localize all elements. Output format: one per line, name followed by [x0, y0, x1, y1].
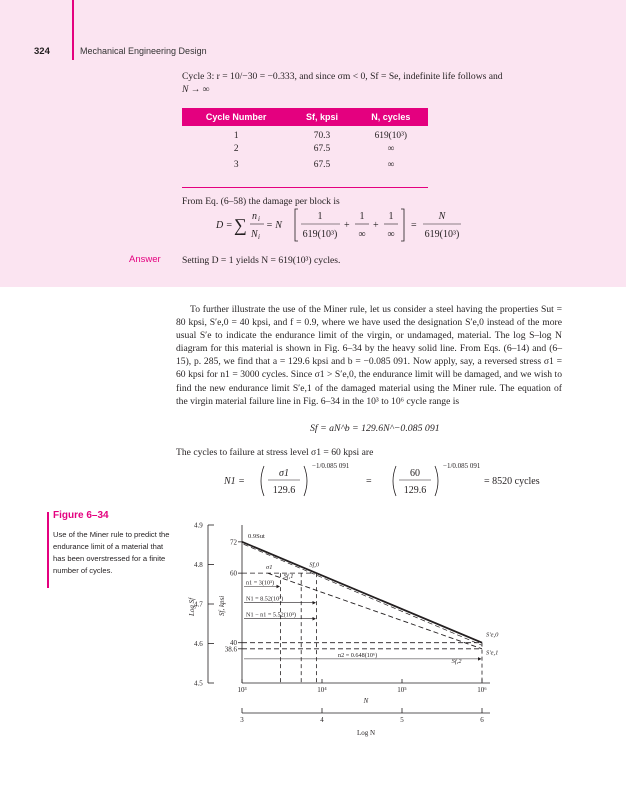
answer-text: Setting D = 1 yields N = 619(10³) cycles.: [182, 255, 341, 266]
n1-f2-num: 60: [410, 468, 420, 479]
n1-eq: =: [366, 476, 372, 487]
log-n-tick-label: 6: [480, 716, 484, 724]
n1-f2-den: 129.6: [403, 485, 427, 496]
sf0-label: Sf,0: [309, 561, 320, 569]
table-cell: ∞: [387, 144, 395, 155]
table-cell: 67.5: [313, 159, 331, 170]
page-number: 324: [34, 46, 50, 57]
table-row: [182, 126, 428, 142]
eq-sigma: ∑: [234, 215, 247, 235]
eq-frac2-num: 1: [359, 211, 365, 222]
eq-lhs: D =: [216, 220, 233, 231]
log-n-axis-label: Log N: [356, 729, 376, 737]
eq-Ni-sub: i: [258, 233, 260, 241]
table-row: [182, 142, 428, 158]
N1n1-label: N1 − n1 = 5.52(10³): [246, 611, 296, 619]
sn-diagram: [190, 515, 520, 755]
sf-tick-label: 40: [230, 639, 237, 648]
n-tick-label: 10⁵: [397, 686, 407, 694]
damage-equation: [216, 204, 516, 244]
table-cell: 1: [233, 131, 239, 142]
sut-label: 0.9Sut: [248, 532, 265, 540]
eq-ni-sub: i: [258, 215, 260, 223]
n1-lhs: N1 =: [224, 476, 245, 487]
log-sf-tick-label: 4.6: [194, 640, 203, 648]
eq-ni: n: [252, 211, 257, 222]
sf2-label: Sf,2: [451, 657, 462, 665]
eq-frac4-num: N: [438, 211, 446, 222]
running-head: Mechanical Engineering Design: [80, 46, 207, 56]
n1-f1-num: σ1: [279, 468, 289, 479]
margin-rule: [72, 0, 74, 60]
se1-label: S′e,1: [486, 649, 499, 657]
eq-frac2-den: ∞: [358, 229, 366, 240]
table-header: Cycle Number: [182, 108, 290, 126]
log-n-tick-label: 3: [240, 716, 244, 724]
table-header-row: [182, 108, 428, 126]
N1-label: N1 = 8.52(10³): [246, 595, 284, 603]
sigma1-label: σ1: [266, 564, 273, 572]
cycle3-line2: N → ∞: [182, 84, 210, 96]
eq-plus1: +: [344, 220, 350, 231]
sf-tick-label: 72: [230, 538, 237, 547]
eq-frac1-den: 619(10³): [302, 229, 338, 240]
eq-Ni: N: [251, 229, 258, 240]
figure-rule: [47, 512, 49, 588]
table-header: N, cycles: [354, 108, 428, 126]
sf-tick-label: 38.6: [224, 645, 237, 654]
n-tick-label: 10³: [237, 686, 247, 694]
se0-label: S′e,0: [486, 631, 499, 639]
table-row: [182, 157, 428, 173]
body-paragraph: To further illustrate the use of the Miner rule, let us consider a steel having the properties Sut = 80 kpsi, S′e,0 = 40 kpsi, and f = 0.9, where we have used the designation S′e,0 instead of the more usual S′e to indicate the endurance limit of the virgin, or undamaged, material. The log S–log N diagram for this material is shown in Fig. 6–34 by the heavy solid line. From Eqs. (6–14) and (6–15), p. 285, we find that a = 129.6 kpsi and b = −0.085 091. Now apply, say, a reversed stress σ1 = 60 kpsi for n1 = 3000 cycles. Since σ1 > S′e,0, the endurance limit will be damaged, and we wish to find the new endurance limit S′e,1 of the damaged material using the Miner rule. The equation of the virgin material failure line in Fig. 6–34 in the 10³ to 10⁶ cycle range is: [176, 304, 562, 407]
log-sf-tick-label: 4.9: [194, 521, 203, 530]
n1-exp2: −1/0.085 091: [443, 462, 481, 470]
sf-axis-label: Sf, kpsi: [218, 595, 226, 616]
figure-caption: Use of the Miner rule to predict the endurance limit of a material that has been overstressed for a finite number of cycles.: [53, 530, 170, 575]
cycles-table: [182, 108, 428, 173]
eq-equals-N: = N: [266, 220, 282, 231]
log-sf-tick-label: 4.8: [194, 561, 203, 569]
table-cell: 70.3: [313, 131, 331, 142]
n-axis-label: N: [363, 697, 369, 705]
log-n-tick-label: 4: [320, 716, 324, 724]
log-sf-tick-label: 4.5: [194, 679, 203, 688]
eq-equals2: =: [411, 220, 417, 231]
virgin-failure-line: [242, 542, 482, 643]
sf1-label: Sf,1: [283, 572, 294, 580]
sf-equation: Sf = aN^b = 129.6N^−0.085 091: [310, 423, 440, 434]
table-bottom-rule: [182, 187, 428, 188]
n1-f1-den: 129.6: [272, 485, 296, 496]
sf-tick-label: 60: [230, 569, 237, 578]
damaged-failure-line: [268, 573, 482, 649]
n1-label: n1 = 3(10³): [246, 579, 275, 587]
figure-title: Figure 6–34: [53, 510, 109, 521]
cycle3-text: [182, 70, 562, 96]
table-header: Sf, kpsi: [290, 108, 353, 126]
cycle3-line1: Cycle 3: r = 10/−30 = −0.333, and since σm < 0, Sf = Se, indefinite life follows and: [182, 71, 503, 82]
log-sf-tick-label: 4.7: [194, 600, 203, 609]
table-cell: 67.5: [313, 144, 331, 155]
n-tick-label: 10⁶: [477, 686, 487, 694]
answer-label: Answer: [129, 254, 161, 265]
log-sf-axis-label: Log Sf: [188, 597, 196, 616]
eq-frac1-num: 1: [317, 211, 323, 222]
table-cell: 619(10³): [374, 131, 408, 142]
n1-equation: [224, 460, 554, 500]
table-cell: 3: [233, 159, 239, 170]
eq-frac3-den: ∞: [387, 229, 395, 240]
n1-rhs: = 8520 cycles: [484, 476, 540, 487]
n-tick-label: 10⁴: [317, 686, 327, 694]
eq-plus2: +: [373, 220, 379, 231]
cycles-intro: The cycles to failure at stress level σ1 = 60 kpsi are: [176, 447, 374, 458]
table-cell: ∞: [387, 159, 395, 170]
eq-frac4-den: 619(10³): [424, 229, 460, 240]
log-n-tick-label: 5: [400, 716, 404, 724]
table-cell: 2: [233, 144, 239, 155]
n1-exp1: −1/0.085 091: [312, 462, 350, 470]
damage-intro: From Eq. (6–58) the damage per block is: [182, 196, 340, 207]
eq-frac3-num: 1: [388, 211, 394, 222]
n2-label: n2 = 0.648(10⁶): [338, 651, 378, 659]
